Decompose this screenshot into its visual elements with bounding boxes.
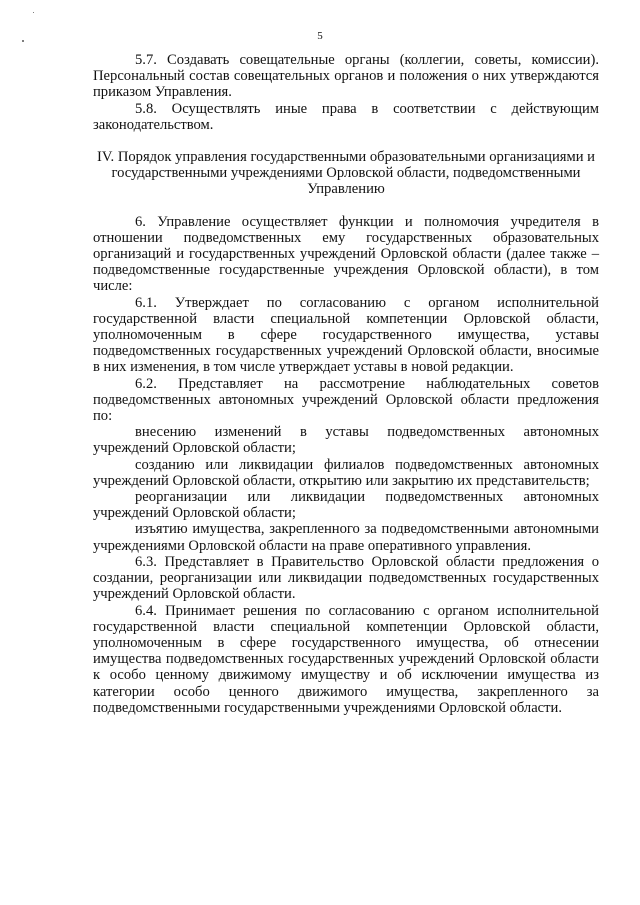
- paragraph-6-2-item: изъятию имущества, закрепленного за подведомственными автономными учреждениями Орловской области на праве оперативного управления.: [93, 521, 599, 554]
- page-number: 5: [317, 30, 323, 42]
- paragraph-6-2-item: созданию или ликвидации филиалов подведомственных автономных учреждений Орловской области, открытию или закрытию их представительств;: [93, 456, 599, 489]
- paragraph-6-2-item: реорганизации или ликвидации подведомственных автономных учреждений Орловской области;: [93, 489, 599, 522]
- scan-speck: [33, 12, 34, 13]
- paragraph-6-2: 6.2. Представляет на рассмотрение наблюдательных советов подведомственных автономных учреждений Орловской области предложения по:: [93, 375, 599, 425]
- paragraph-5-8: 5.8. Осуществлять иные права в соответствии с действующим законодательством.: [93, 100, 599, 133]
- paragraph-5-7: 5.7. Создавать совещательные органы (коллегии, советы, комиссии). Персональный состав совещательных органов и положения о них утверждаются приказом Управления.: [93, 52, 599, 101]
- document-body: [93, 52, 599, 716]
- paragraph-6-1: 6.1. Утверждает по согласованию с органом исполнительной государственной власти специальной компетенции Орловской области, уполномоченным в сфере государственного имущества, уставы подведомственных государственных учреждений Орловской области, вносимые в них изменения, в том числе утверждает уставы в новой редакции.: [93, 294, 599, 376]
- paragraph-6-4: 6.4. Принимает решения по согласованию с органом исполнительной государственной власти специальной компетенции Орловской области, уполномоченным в сфере государственного имущества, об отнесении имущества подведомственных государственных учреждений Орловской области к особо ценному движимому имуществу и об исключении имущества из категории особо ценного движимого имущества, закрепленного за подведомственными государственными учреждениями Орловской области.: [93, 602, 599, 716]
- paragraph-6-2-item: внесению изменений в уставы подведомственных автономных учреждений Орловской области;: [93, 424, 599, 457]
- section-heading: IV. Порядок управления государственными образовательными организациями и государственными учреждениями Орловской области, подведомственными Управлению: [97, 149, 595, 198]
- paragraph-6: 6. Управление осуществляет функции и полномочия учредителя в отношении подведомственных ему государственных образовательных организаций и государственных учреждений Орловской области (далее также – подведомственные государственные учреждения Орловской области), в том числе:: [93, 213, 599, 295]
- paragraph-6-3: 6.3. Представляет в Правительство Орловской области предложения о создании, реорганизации или ликвидации подведомственных государственных учреждений Орловской области.: [93, 553, 599, 603]
